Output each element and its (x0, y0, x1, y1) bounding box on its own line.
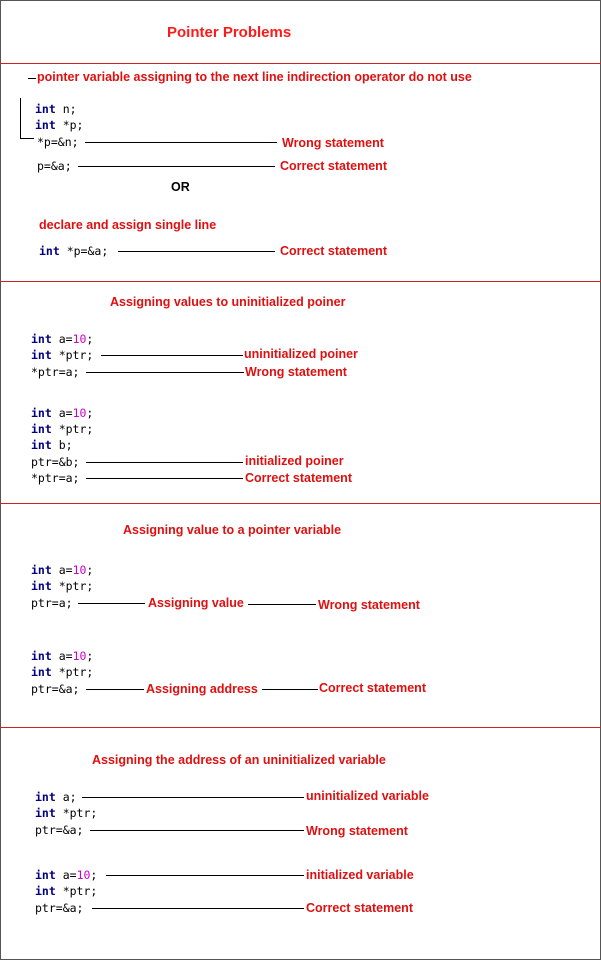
keyword: int (31, 563, 52, 577)
connector-line (118, 251, 275, 252)
s2-code-a-3: *ptr=a; (31, 365, 80, 379)
keyword: int (39, 244, 60, 258)
s1-label-correct-2: Correct statement (280, 244, 387, 258)
section-divider (0, 63, 601, 64)
code-text: *ptr; (51, 579, 94, 593)
code-text: a= (51, 332, 73, 346)
number-literal: 10 (72, 406, 87, 420)
s2-heading: Assigning values to uninitialized poiner (110, 295, 346, 309)
keyword: int (31, 406, 52, 420)
connector-line (82, 797, 304, 798)
s3-code-a-1 (31, 562, 93, 578)
connector-line (86, 372, 244, 373)
code-text: a; (55, 790, 77, 804)
code-text: a= (55, 868, 77, 882)
code-text: *ptr; (51, 422, 94, 436)
keyword: int (35, 790, 56, 804)
section-divider (0, 503, 601, 504)
s2-label-correct: Correct statement (245, 471, 352, 485)
connector-line (262, 689, 318, 690)
keyword: int (31, 438, 52, 452)
number-literal: 10 (72, 649, 87, 663)
code-text: ; (90, 868, 98, 882)
connector-line (78, 166, 275, 167)
section-divider (0, 727, 601, 728)
s1-bracket-bottom (20, 138, 34, 139)
connector-line (248, 604, 316, 605)
connector-line (106, 875, 304, 876)
s4-code-b-2 (35, 883, 97, 899)
s4-heading: Assigning the address of an uninitialized variable (92, 753, 386, 767)
s4-label-correct: Correct statement (306, 901, 413, 915)
keyword: int (35, 118, 56, 132)
s3-label-correct: Correct statement (319, 681, 426, 695)
s2-label-uninit: uninitialized poiner (244, 347, 358, 361)
s2-label-wrong: Wrong statement (245, 365, 347, 379)
keyword: int (35, 806, 56, 820)
s3-label-wrong: Wrong statement (318, 598, 420, 612)
section-divider (0, 281, 601, 282)
code-text: a= (51, 563, 73, 577)
number-literal: 10 (72, 332, 87, 346)
s4-code-a-2 (35, 805, 97, 821)
s1-code-line-2 (35, 117, 83, 133)
s2-code-b-4: ptr=&b; (31, 455, 80, 469)
keyword: int (31, 665, 52, 679)
code-text: ; (86, 406, 94, 420)
keyword: int (31, 579, 52, 593)
keyword: int (31, 348, 52, 362)
s4-label-wrong: Wrong statement (306, 824, 408, 838)
connector-line (86, 462, 243, 463)
s1-bracket-top (28, 78, 36, 79)
s3-code-b-1 (31, 648, 93, 664)
s1-note-2: declare and assign single line (39, 218, 217, 232)
s2-code-b-3 (31, 437, 73, 453)
keyword: int (35, 884, 56, 898)
s2-code-b-5: *ptr=a; (31, 471, 80, 485)
connector-line (86, 689, 144, 690)
code-text: ; (86, 649, 94, 663)
keyword: int (31, 422, 52, 436)
keyword: int (31, 649, 52, 663)
s3-code-b-3: ptr=&a; (31, 682, 80, 696)
s1-code-line-4: p=&a; (37, 159, 72, 173)
code-text: *ptr; (51, 665, 94, 679)
s2-code-b-1 (31, 405, 93, 421)
connector-line (85, 142, 277, 143)
code-text: a= (51, 649, 73, 663)
s4-code-a-1 (35, 789, 77, 805)
keyword: int (31, 332, 52, 346)
s3-heading: Assigning value to a pointer variable (123, 523, 342, 537)
number-literal: 10 (76, 868, 91, 882)
code-text: *ptr; (55, 884, 98, 898)
s2-code-b-2 (31, 421, 93, 437)
connector-line (86, 478, 243, 479)
s3-mid-label-b: Assigning address (146, 682, 258, 696)
code-text: ; (86, 332, 94, 346)
s4-label-init: initialized variable (306, 868, 414, 882)
s4-code-b-3: ptr=&a; (35, 901, 84, 915)
s3-code-b-2 (31, 664, 93, 680)
number-literal: 10 (72, 563, 87, 577)
code-text: a= (51, 406, 73, 420)
code-text: n; (55, 102, 77, 116)
s1-bracket-vertical (20, 98, 21, 138)
connector-line (101, 355, 243, 356)
keyword: int (35, 102, 56, 116)
or-label: OR (171, 180, 190, 194)
code-text: *ptr; (55, 806, 98, 820)
s4-label-uninit: uninitialized variable (306, 789, 429, 803)
s3-code-a-2 (31, 578, 93, 594)
code-text: ; (86, 563, 94, 577)
s2-code-a-1 (31, 331, 93, 347)
s1-code-line-1 (35, 101, 77, 117)
code-text: *ptr; (51, 348, 94, 362)
s1-code-line-3: *p=&n; (37, 135, 79, 149)
connector-line (92, 908, 304, 909)
page-title: Pointer Problems (167, 24, 292, 41)
s1-code-line-5 (39, 243, 108, 259)
s4-code-b-1 (35, 867, 97, 883)
code-text: *p=&a; (59, 244, 109, 258)
code-text: b; (51, 438, 73, 452)
code-text: *p; (55, 118, 84, 132)
s3-mid-label-a: Assigning value (148, 596, 244, 610)
s4-code-a-3: ptr=&a; (35, 823, 84, 837)
s2-label-init: initialized poiner (245, 454, 344, 468)
s1-label-wrong: Wrong statement (282, 136, 384, 150)
connector-line (90, 830, 304, 831)
s3-code-a-3: ptr=a; (31, 596, 73, 610)
s1-label-correct: Correct statement (280, 159, 387, 173)
keyword: int (35, 868, 56, 882)
connector-line (78, 603, 145, 604)
s2-code-a-2 (31, 347, 93, 363)
s1-note: pointer variable assigning to the next line indirection operator do not use (37, 70, 472, 84)
